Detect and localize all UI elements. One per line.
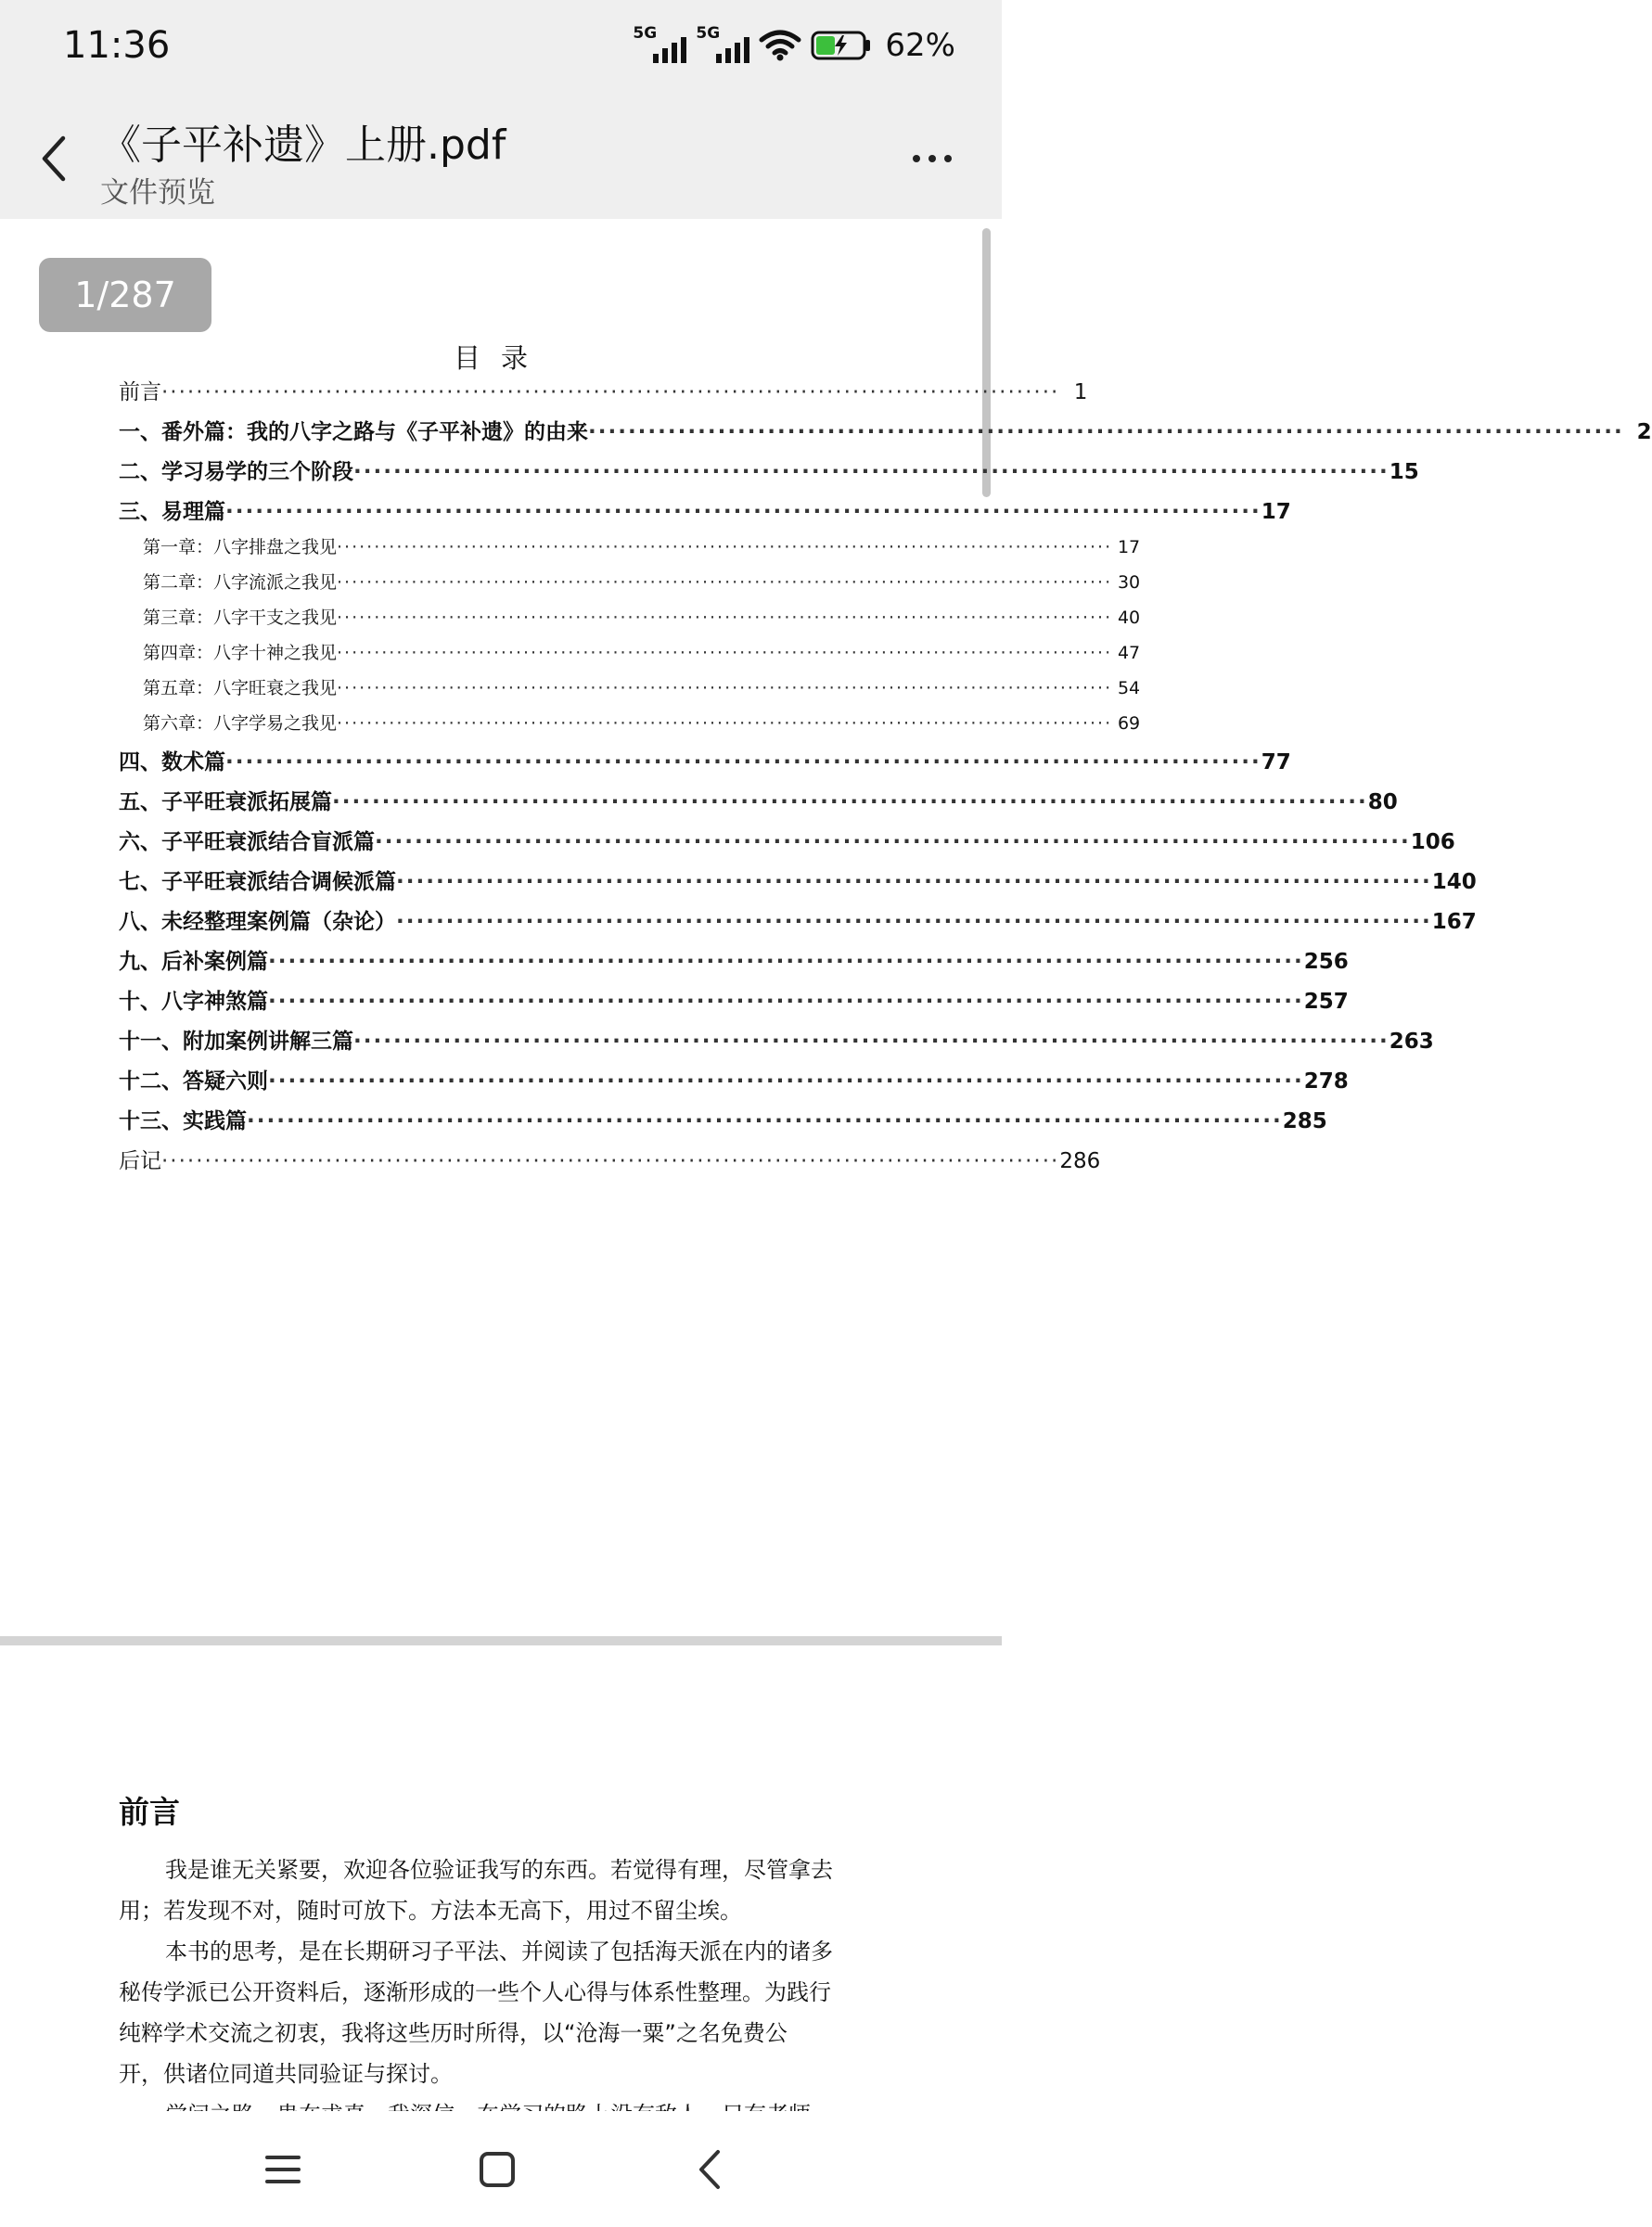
toc-leader: ········································································································ <box>337 537 1113 557</box>
preface-line: 开，供诸位同道共同验证与探讨。 <box>119 2061 453 2087</box>
preface-line: 用；若发现不对，随时可放下。方法本无高下，用过不留尘埃。 <box>119 1898 742 1924</box>
signal-label: 5G <box>696 24 721 43</box>
toc-entry[interactable] <box>119 1144 1101 1181</box>
back-triangle-icon <box>696 2149 724 2190</box>
toc-entry-label: 七、子平旺衰派结合调候派篇 <box>119 870 396 894</box>
toc-leader: ········································································································ <box>161 1149 1060 1173</box>
toc-leader: ········································································································ <box>337 608 1113 628</box>
toc-entry-label: 第二章：八字流派之我见 <box>143 572 338 593</box>
menu-button[interactable] <box>241 2128 325 2211</box>
toc-entry[interactable] <box>119 1104 1327 1141</box>
toc-entry-label: 第一章：八字排盘之我见 <box>143 537 338 557</box>
toc-entry-label: 十、八字神煞篇 <box>119 990 268 1014</box>
toc-entry[interactable] <box>119 944 1349 981</box>
toc-entry[interactable] <box>119 785 1398 822</box>
toc-entry-page: 30 <box>1117 572 1141 593</box>
toc-entry-page: 167 <box>1431 910 1477 934</box>
preface-line: 纯粹学术交流之初衷，我将这些历时所得，以“沧海一粟”之名免费公 <box>119 2020 788 2046</box>
toc-entry-label: 一、番外篇：我的八字之路与《子平补遗》的由来 <box>119 420 588 444</box>
toc-entry-page: 80 <box>1367 790 1398 814</box>
status-icons <box>633 22 955 69</box>
toc-entry[interactable] <box>143 533 1141 565</box>
toc-entry-page: 1 <box>1073 380 1088 404</box>
toc-entry-page: 286 <box>1059 1149 1101 1173</box>
toc-entry[interactable] <box>119 904 1477 941</box>
toc-entry[interactable] <box>143 604 1141 635</box>
preface-heading: 前言 <box>119 1794 180 1830</box>
toc-leader: ········································································································ <box>268 990 1304 1014</box>
toc-entry-label: 前言 <box>119 380 161 404</box>
toc-entry[interactable] <box>119 415 1652 452</box>
page-indicator: 1/287 <box>39 258 211 332</box>
toc-leader: ········································································································ <box>337 643 1113 663</box>
toc-entry-label: 九、后补案例篇 <box>119 950 268 974</box>
battery-icon <box>811 29 872 62</box>
back-button[interactable] <box>26 126 82 191</box>
battery-percent: 62% <box>885 27 955 64</box>
home-button[interactable] <box>455 2128 539 2211</box>
toc-entry-page: 54 <box>1117 678 1141 698</box>
toc-leader: ········································································································ <box>268 1069 1304 1094</box>
menu-icon <box>263 2153 302 2186</box>
toc-entry-label: 十二、答疑六则 <box>119 1069 268 1094</box>
toc-entry-label: 第三章：八字干支之我见 <box>143 608 338 628</box>
toc-leader: ········································································································ <box>268 950 1304 974</box>
toc-leader: ········································································································ <box>332 790 1368 814</box>
toc-entry-label: 三、易理篇 <box>119 500 225 524</box>
toc-entry[interactable] <box>143 569 1141 600</box>
toc-leader: ········································································································ <box>225 750 1261 774</box>
status-bar <box>0 0 1002 93</box>
toc-entry-label: 四、数术篇 <box>119 750 225 774</box>
toc-leader: ········································································································ <box>225 500 1261 524</box>
app-bar <box>0 93 1002 219</box>
toc-entry-page: 263 <box>1389 1030 1434 1054</box>
toc-entry-label: 第五章：八字旺衰之我见 <box>143 678 338 698</box>
toc-entry[interactable] <box>119 864 1477 902</box>
toc-leader: ········································································································ <box>353 1030 1389 1054</box>
signal-label: 5G <box>633 24 658 43</box>
toc-entry-page: 47 <box>1117 643 1141 663</box>
toc-entry[interactable] <box>119 375 1088 412</box>
toc-entry[interactable] <box>119 1024 1434 1061</box>
more-dot-icon <box>928 155 936 162</box>
toc-entry-page: 40 <box>1117 608 1141 628</box>
chevron-left-icon <box>40 135 68 182</box>
toc-title: 目录 <box>453 342 548 374</box>
toc-entry-page: 257 <box>1303 990 1349 1014</box>
status-time: 11:36 <box>63 24 171 67</box>
toc-entry[interactable] <box>143 710 1141 741</box>
toc-entry-label: 第六章：八字学易之我见 <box>143 713 338 734</box>
toc-entry[interactable] <box>119 825 1455 862</box>
toc-leader: ········································································································ <box>588 420 1624 444</box>
file-title: 《子平补遗》上册.pdf <box>100 122 506 169</box>
toc-leader: ········································································································ <box>337 572 1113 593</box>
toc-leader: ········································································································ <box>375 830 1411 854</box>
toc-entry-page: 256 <box>1303 950 1349 974</box>
toc-entry[interactable] <box>119 984 1349 1021</box>
home-square-icon <box>479 2151 516 2188</box>
toc-leader: ········································································································ <box>337 713 1113 734</box>
toc-entry-label: 后记 <box>119 1149 161 1173</box>
toc-entry-page: 17 <box>1117 537 1141 557</box>
toc-entry-label: 十三、实践篇 <box>119 1109 247 1133</box>
toc-leader: ········································································································ <box>396 870 1432 894</box>
toc-entry[interactable] <box>143 674 1141 706</box>
preface-line: 我是谁无关紧要，欢迎各位验证我写的东西。若觉得有理，尽管拿去 <box>165 1857 833 1883</box>
toc-entry-page: 106 <box>1410 830 1455 854</box>
toc-entry-label: 八、未经整理案例篇（杂论） <box>119 910 396 934</box>
toc-leader: ········································································································ <box>396 910 1432 934</box>
toc-entry-label: 五、子平旺衰派拓展篇 <box>119 790 332 814</box>
toc-entry[interactable] <box>143 639 1141 671</box>
toc-entry[interactable] <box>119 454 1419 492</box>
toc-entry-page: 15 <box>1389 460 1419 484</box>
toc-entry-page: 2 <box>1636 420 1652 444</box>
toc-leader: ········································································································ <box>247 1109 1283 1133</box>
pdf-viewer[interactable] <box>0 219 1652 2111</box>
more-options-button[interactable] <box>900 135 965 182</box>
nav-back-button[interactable] <box>668 2128 751 2211</box>
preface-line: 秘传学派已公开资料后，逐渐形成的一些个人心得与体系性整理。为践行 <box>119 1979 831 2005</box>
more-dot-icon <box>913 155 920 162</box>
toc-entry-page: 285 <box>1282 1109 1327 1133</box>
toc-leader: ········································································································ <box>353 460 1389 484</box>
signal-icon <box>696 24 749 67</box>
toc-entry[interactable] <box>119 745 1291 782</box>
toc-entry-page: 278 <box>1303 1069 1349 1094</box>
toc-leader: ········································································································ <box>337 678 1113 698</box>
toc-entry[interactable] <box>119 494 1291 531</box>
toc-leader: ········································································································ <box>161 380 1060 404</box>
file-subtitle: 文件预览 <box>100 176 215 210</box>
toc-entry-page: 77 <box>1261 750 1291 774</box>
toc-entry-label: 二、学习易学的三个阶段 <box>119 460 353 484</box>
toc-entry-page: 140 <box>1431 870 1477 894</box>
wifi-icon <box>759 29 801 62</box>
signal-icon <box>633 24 686 67</box>
toc-entry-label: 六、子平旺衰派结合盲派篇 <box>119 830 375 854</box>
preface-line: 本书的思考，是在长期研习子平法、并阅读了包括海天派在内的诸多 <box>165 1939 833 1965</box>
toc-entry-page: 17 <box>1261 500 1291 524</box>
system-nav-bar <box>0 2111 1002 2227</box>
page-separator <box>0 1636 1002 1645</box>
more-dot-icon <box>944 155 952 162</box>
toc-entry-page: 69 <box>1117 713 1141 734</box>
toc-entry-label: 十一、附加案例讲解三篇 <box>119 1030 353 1054</box>
toc-entry-label: 第四章：八字十神之我见 <box>143 643 338 663</box>
toc-entry[interactable] <box>119 1064 1349 1101</box>
